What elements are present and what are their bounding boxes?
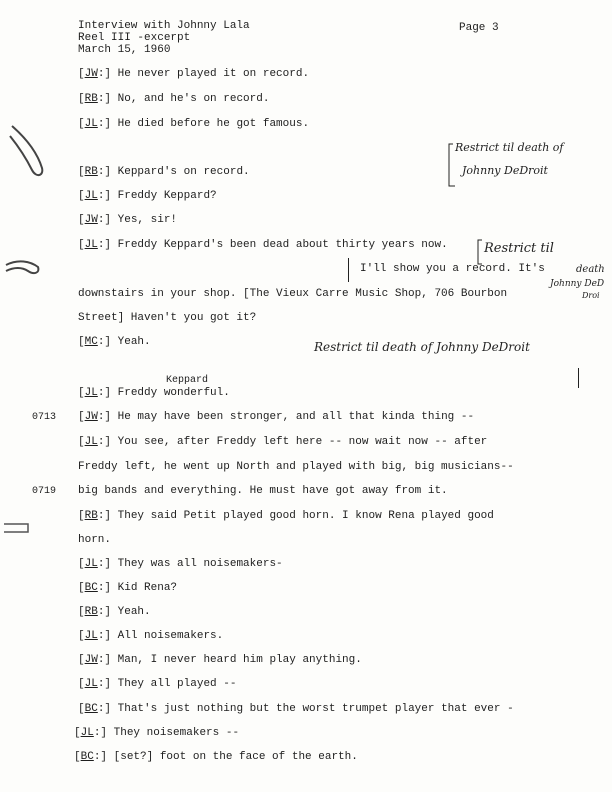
transcript-line: [JW:] Yes, sir! bbox=[78, 214, 178, 226]
line-text: They was all noisemakers- bbox=[117, 558, 283, 570]
speaker-tag: JW bbox=[84, 68, 98, 80]
speaker-tag: JL bbox=[84, 239, 98, 251]
staple-mark-icon-2 bbox=[2, 520, 32, 536]
speaker-tag: BC bbox=[84, 703, 98, 715]
line-text: Freddy wonderful. bbox=[117, 387, 230, 399]
line-text: Kid Rena? bbox=[117, 582, 178, 594]
speaker-tag: JL bbox=[84, 118, 98, 130]
speaker-tag: RB bbox=[84, 510, 98, 522]
wrapped-line: big bands and everything. He must have got away from it. bbox=[78, 485, 448, 497]
paper-clip-icon bbox=[8, 120, 48, 180]
transcript-line: [JL:] You see, after Freddy left here -- now wait now -- after bbox=[78, 436, 488, 448]
interview-date: March 15, 1960 bbox=[78, 44, 171, 56]
line-text: He never played it on record. bbox=[117, 68, 310, 80]
speaker-tag: JL bbox=[80, 727, 94, 739]
speaker-tag: JW bbox=[84, 411, 98, 423]
line-text: They noisemakers -- bbox=[113, 727, 240, 739]
line-text: Man, I never heard him play anything. bbox=[117, 654, 362, 666]
wrapped-line: Freddy left, he went up North and played with big, big musicians-- bbox=[78, 461, 514, 473]
line-text: He may have been stronger, and all that kinda thing -- bbox=[117, 411, 475, 423]
wrapped-line: horn. bbox=[78, 534, 112, 546]
speaker-tag: JL bbox=[84, 558, 98, 570]
timecode: 0719 bbox=[32, 486, 57, 497]
line-text: Yeah. bbox=[117, 606, 151, 618]
timecode: 0713 bbox=[32, 412, 57, 423]
continued-line-1: I'll show you a record. It's bbox=[360, 263, 545, 275]
transcript-line: [JL:] He died before he got famous. bbox=[78, 118, 310, 130]
transcript-line: [JW:] He never played it on record. bbox=[78, 68, 310, 80]
speaker-tag: MC bbox=[84, 336, 98, 348]
speaker-tag: RB bbox=[84, 606, 98, 618]
speaker-tag: JL bbox=[84, 387, 98, 399]
handwritten-note-2a: Restrict til bbox=[484, 241, 554, 256]
speaker-tag: RB bbox=[84, 166, 98, 178]
speaker-tag: JL bbox=[84, 436, 98, 448]
transcript-line: [RB:] Keppard's on record. bbox=[78, 166, 250, 178]
line-text: Keppard's on record. bbox=[117, 166, 250, 178]
interview-title: Interview with Johnny Lala bbox=[78, 20, 250, 32]
speaker-tag: JL bbox=[84, 678, 98, 690]
transcript-line: [JL:] They all played -- bbox=[78, 678, 237, 690]
line-text: That's just nothing but the worst trumpet player that ever - bbox=[117, 703, 514, 715]
line-text: No, and he's on record. bbox=[117, 93, 270, 105]
transcript-line: [JL:] Freddy Keppard's been dead about thirty years now. bbox=[78, 239, 448, 251]
reel-label: Reel III -excerpt bbox=[78, 32, 191, 44]
transcript-line: [MC:] Yeah. bbox=[78, 336, 151, 348]
transcript-line: [JL:] They was all noisemakers- bbox=[78, 558, 283, 570]
handwritten-note-2d: Droi bbox=[582, 291, 600, 300]
line-text: He died before he got famous. bbox=[117, 118, 310, 130]
transcript-line: [RB:] No, and he's on record. bbox=[78, 93, 270, 105]
transcript-line: [JL:] Freddy wonderful. bbox=[78, 387, 230, 399]
speaker-tag: BC bbox=[80, 751, 94, 763]
line-text: [set?] foot on the face of the earth. bbox=[113, 751, 358, 763]
speaker-tag: JW bbox=[84, 654, 98, 666]
line-text: They all played -- bbox=[117, 678, 237, 690]
transcript-line: [BC:] Kid Rena? bbox=[78, 582, 178, 594]
transcript-line: [RB:] They said Petit played good horn. I know Rena played good bbox=[78, 510, 494, 522]
transcript-line: [JW:] He may have been stronger, and all that kinda thing -- bbox=[78, 411, 475, 423]
speaker-tag: JL bbox=[84, 190, 98, 202]
handwritten-note-3: Restrict til death of Johnny DeDroit bbox=[314, 340, 530, 354]
line-text: All noisemakers. bbox=[117, 630, 224, 642]
line-text: They said Petit played good horn. I know Rena played good bbox=[117, 510, 494, 522]
speaker-tag: RB bbox=[84, 93, 98, 105]
transcript-line: [RB:] Yeah. bbox=[78, 606, 151, 618]
line-text: You see, after Freddy left here -- now wait now -- after bbox=[117, 436, 488, 448]
line-text: Yes, sir! bbox=[117, 214, 178, 226]
transcript-line: [BC:] That's just nothing but the worst trumpet player that ever - bbox=[78, 703, 514, 715]
page-number: Page 3 bbox=[459, 22, 499, 34]
line-text: Freddy Keppard's been dead about thirty years now. bbox=[117, 239, 448, 251]
line-text: Yeah. bbox=[117, 336, 151, 348]
margin-bar bbox=[348, 258, 349, 282]
line-text: Freddy Keppard? bbox=[117, 190, 217, 202]
inserted-word: Keppard bbox=[166, 375, 209, 386]
transcript-line: [JW:] Man, I never heard him play anything. bbox=[78, 654, 362, 666]
transcript-line: [JL:] They noisemakers -- bbox=[74, 727, 240, 739]
speaker-tag: JL bbox=[84, 630, 98, 642]
transcript-line: [BC:] [set?] foot on the face of the earth. bbox=[74, 751, 358, 763]
continued-line-2: downstairs in your shop. [The Vieux Carre Music Shop, 706 Bourbon bbox=[78, 288, 508, 300]
handwritten-note-2c: Johnny DeD bbox=[550, 279, 605, 289]
transcript-line: [JL:] Freddy Keppard? bbox=[78, 190, 217, 202]
handwritten-note-1a: Restrict til death of bbox=[455, 141, 564, 154]
continued-line-3: Street] Haven't you got it? bbox=[78, 312, 257, 324]
transcript-line: [JL:] All noisemakers. bbox=[78, 630, 224, 642]
handwritten-note-1b: Johnny DeDroit bbox=[462, 164, 548, 177]
speaker-tag: JW bbox=[84, 214, 98, 226]
staple-mark-icon bbox=[4, 255, 44, 285]
speaker-tag: BC bbox=[84, 582, 98, 594]
handwritten-note-2b: death bbox=[576, 264, 605, 275]
margin-bar-2 bbox=[578, 368, 579, 388]
